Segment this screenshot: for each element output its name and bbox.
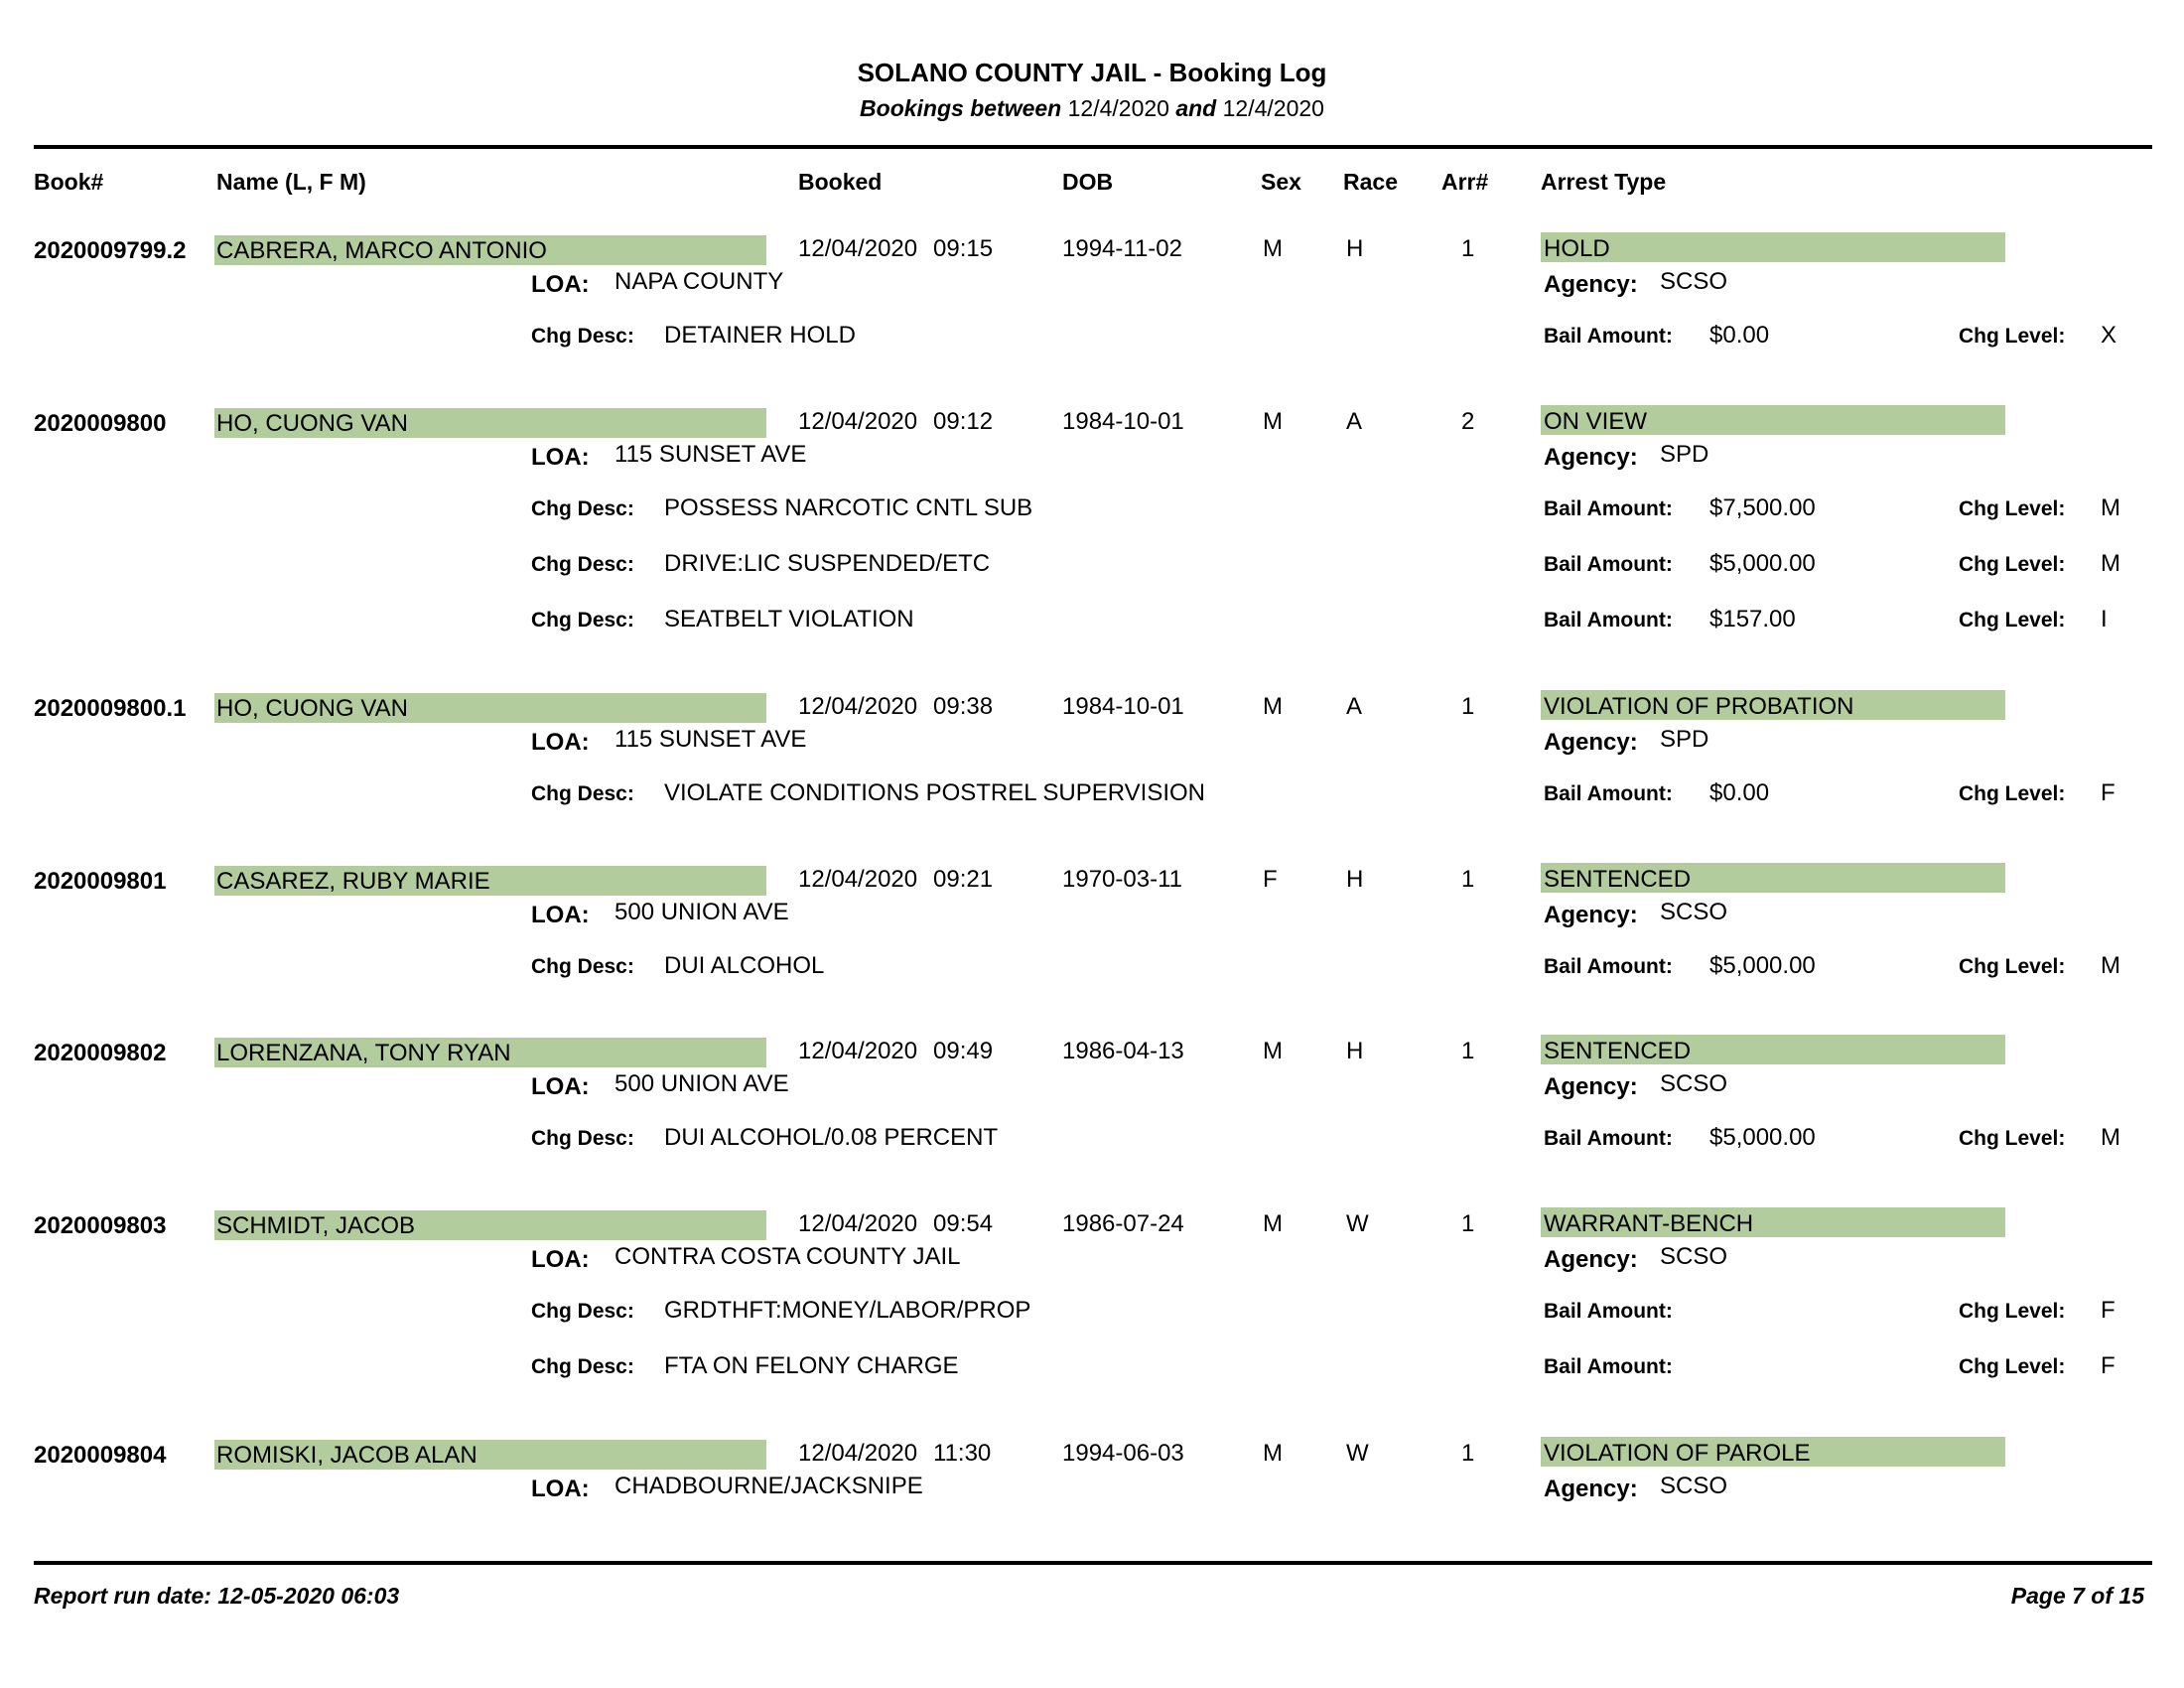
arrest-type: VIOLATION OF PROBATION: [1544, 693, 1854, 720]
charge-level: M: [2101, 550, 2120, 577]
charge-level: F: [2101, 1297, 2116, 1324]
charge-desc: DUI ALCOHOL/0.08 PERCENT: [664, 1124, 999, 1151]
bail-amount-label: Bail Amount:: [1544, 497, 1673, 520]
arrest-type: WARRANT-BENCH: [1544, 1210, 1754, 1237]
charge-desc: GRDTHFT:MONEY/LABOR/PROP: [664, 1297, 1031, 1324]
book-number: 2020009803: [34, 1212, 167, 1239]
booked-date: 12/04/2020: [798, 235, 918, 262]
race: W: [1346, 1210, 1369, 1237]
inmate-name: LORENZANA, TONY RYAN: [216, 1040, 511, 1066]
footer-divider: [34, 1561, 2152, 1565]
sex: M: [1263, 235, 1283, 262]
agency-value: SCSO: [1660, 1243, 1728, 1270]
agency-label: Agency:: [1544, 729, 1638, 756]
inmate-name: HO, CUONG VAN: [216, 410, 408, 437]
charge-level: M: [2101, 952, 2120, 979]
column-header-dob: DOB: [1062, 169, 1114, 195]
loa-label: LOA:: [531, 729, 590, 756]
charge-desc-label: Chg Desc:: [531, 955, 634, 978]
charge-desc-label: Chg Desc:: [531, 782, 634, 805]
bail-amount: $0.00: [1709, 779, 1770, 806]
inmate-name: ROMISKI, JACOB ALAN: [216, 1442, 478, 1469]
column-header-book: Book#: [34, 169, 104, 195]
date-to: 12/4/2020: [1222, 95, 1324, 121]
charge-level-label: Chg Level:: [1959, 325, 2066, 348]
charge-desc-label: Chg Desc:: [531, 609, 634, 632]
booked-time: 09:49: [933, 1038, 994, 1064]
column-header-arr: Arr#: [1441, 169, 1489, 195]
loa-label: LOA:: [531, 1476, 590, 1502]
charge-level-label: Chg Level:: [1959, 497, 2066, 520]
bail-amount-label: Bail Amount:: [1544, 1355, 1673, 1378]
loa-value: 500 UNION AVE: [614, 1070, 789, 1097]
booked-date: 12/04/2020: [798, 693, 918, 720]
arrest-type: VIOLATION OF PAROLE: [1544, 1440, 1811, 1467]
arrest-type: ON VIEW: [1544, 408, 1648, 435]
arrest-count: 1: [1461, 693, 1475, 720]
loa-label: LOA:: [531, 1073, 590, 1100]
charge-level-label: Chg Level:: [1959, 1127, 2066, 1150]
agency-value: SCSO: [1660, 1070, 1728, 1097]
book-number: 2020009802: [34, 1040, 167, 1066]
charge-desc: DUI ALCOHOL: [664, 952, 825, 979]
bail-amount: $0.00: [1709, 322, 1770, 349]
agency-label: Agency:: [1544, 1073, 1638, 1100]
bail-amount-label: Bail Amount:: [1544, 325, 1673, 348]
agency-label: Agency:: [1544, 1476, 1638, 1502]
subtitle-prefix: Bookings between: [860, 95, 1062, 121]
inmate-name: CASAREZ, RUBY MARIE: [216, 868, 490, 895]
charge-desc: DETAINER HOLD: [664, 322, 856, 349]
charge-level: I: [2101, 606, 2108, 633]
charge-desc-label: Chg Desc:: [531, 497, 634, 520]
charge-desc-label: Chg Desc:: [531, 1355, 634, 1378]
booked-time: 09:21: [933, 866, 994, 893]
agency-label: Agency:: [1544, 444, 1638, 471]
date-from: 12/4/2020: [1067, 95, 1169, 121]
bail-amount: $157.00: [1709, 606, 1796, 633]
inmate-name: SCHMIDT, JACOB: [216, 1212, 416, 1239]
agency-label: Agency:: [1544, 271, 1638, 298]
header-divider: [34, 145, 2152, 149]
arrest-count: 1: [1461, 1440, 1475, 1467]
loa-label: LOA:: [531, 1246, 590, 1273]
dob: 1970-03-11: [1062, 866, 1182, 893]
charge-level-label: Chg Level:: [1959, 553, 2066, 576]
subtitle-and: and: [1175, 95, 1217, 121]
charge-level-label: Chg Level:: [1959, 1300, 2066, 1323]
arrest-type: SENTENCED: [1544, 1038, 1692, 1064]
sex: F: [1263, 866, 1278, 893]
charge-level: F: [2101, 1352, 2116, 1379]
loa-value: CHADBOURNE/JACKSNIPE: [614, 1473, 923, 1499]
charge-level-label: Chg Level:: [1959, 609, 2066, 632]
inmate-name: HO, CUONG VAN: [216, 695, 408, 722]
booked-time: 09:12: [933, 408, 994, 435]
arrest-type-highlight: [1541, 232, 2005, 262]
bail-amount-label: Bail Amount:: [1544, 782, 1673, 805]
loa-label: LOA:: [531, 444, 590, 471]
charge-desc-label: Chg Desc:: [531, 553, 634, 576]
loa-value: 115 SUNSET AVE: [614, 726, 807, 753]
charge-desc: VIOLATE CONDITIONS POSTREL SUPERVISION: [664, 779, 1206, 806]
race: H: [1346, 1038, 1364, 1064]
charge-level: M: [2101, 1124, 2120, 1151]
sex: M: [1263, 1210, 1283, 1237]
book-number: 2020009804: [34, 1442, 167, 1469]
dob: 1986-04-13: [1062, 1038, 1184, 1064]
arrest-type: HOLD: [1544, 235, 1610, 262]
inmate-name: CABRERA, MARCO ANTONIO: [216, 237, 547, 264]
charge-desc-label: Chg Desc:: [531, 1300, 634, 1323]
race: W: [1346, 1440, 1369, 1467]
agency-label: Agency:: [1544, 902, 1638, 928]
loa-value: NAPA COUNTY: [614, 268, 784, 295]
charge-desc-label: Chg Desc:: [531, 325, 634, 348]
dob: 1986-07-24: [1062, 1210, 1184, 1237]
charge-level-label: Chg Level:: [1959, 782, 2066, 805]
column-header-sex: Sex: [1261, 169, 1301, 195]
report-title: SOLANO COUNTY JAIL - Booking Log: [857, 58, 1327, 87]
bail-amount-label: Bail Amount:: [1544, 553, 1673, 576]
bail-amount: $5,000.00: [1709, 550, 1816, 577]
booked-date: 12/04/2020: [798, 1210, 918, 1237]
charge-level: F: [2101, 779, 2116, 806]
book-number: 2020009801: [34, 868, 167, 895]
booked-date: 12/04/2020: [798, 1038, 918, 1064]
charge-desc: POSSESS NARCOTIC CNTL SUB: [664, 494, 1033, 521]
loa-value: CONTRA COSTA COUNTY JAIL: [614, 1243, 961, 1270]
bail-amount-label: Bail Amount:: [1544, 955, 1673, 978]
column-header-arrest-type: Arrest Type: [1541, 169, 1667, 195]
page-number: Page 7 of 15: [2010, 1583, 2144, 1609]
race: A: [1346, 408, 1363, 435]
charge-level-label: Chg Level:: [1959, 955, 2066, 978]
booked-date: 12/04/2020: [798, 408, 918, 435]
book-number: 2020009799.2: [34, 237, 187, 264]
race: H: [1346, 235, 1364, 262]
charge-level: M: [2101, 494, 2120, 521]
agency-value: SCSO: [1660, 268, 1728, 295]
arrest-count: 1: [1461, 1210, 1475, 1237]
agency-label: Agency:: [1544, 1246, 1638, 1273]
booked-time: 09:54: [933, 1210, 994, 1237]
booked-time: 09:38: [933, 693, 994, 720]
column-header-booked: Booked: [798, 169, 883, 195]
loa-label: LOA:: [531, 271, 590, 298]
loa-label: LOA:: [531, 902, 590, 928]
bail-amount: $5,000.00: [1709, 952, 1816, 979]
sex: M: [1263, 408, 1283, 435]
column-header-race: Race: [1343, 169, 1398, 195]
arrest-count: 1: [1461, 1038, 1475, 1064]
loa-value: 500 UNION AVE: [614, 899, 789, 925]
dob: 1994-06-03: [1062, 1440, 1184, 1467]
sex: M: [1263, 1440, 1283, 1467]
agency-value: SCSO: [1660, 899, 1728, 925]
booked-date: 12/04/2020: [798, 866, 918, 893]
bail-amount-label: Bail Amount:: [1544, 1300, 1673, 1323]
booked-time: 09:15: [933, 235, 994, 262]
agency-value: SPD: [1660, 726, 1709, 753]
arrest-type: SENTENCED: [1544, 866, 1692, 893]
bail-amount-label: Bail Amount:: [1544, 1127, 1673, 1150]
agency-value: SCSO: [1660, 1473, 1728, 1499]
book-number: 2020009800: [34, 410, 167, 437]
booked-time: 11:30: [933, 1440, 992, 1467]
sex: M: [1263, 693, 1283, 720]
charge-desc: DRIVE:LIC SUSPENDED/ETC: [664, 550, 991, 577]
column-header-name: Name (L, F M): [216, 169, 366, 195]
dob: 1994-11-02: [1062, 235, 1182, 262]
booked-date: 12/04/2020: [798, 1440, 918, 1467]
sex: M: [1263, 1038, 1283, 1064]
charge-level-label: Chg Level:: [1959, 1355, 2066, 1378]
bail-amount-label: Bail Amount:: [1544, 609, 1673, 632]
charge-desc: FTA ON FELONY CHARGE: [664, 1352, 959, 1379]
report-subtitle: [0, 95, 2184, 122]
dob: 1984-10-01: [1062, 408, 1184, 435]
dob: 1984-10-01: [1062, 693, 1184, 720]
bail-amount: $5,000.00: [1709, 1124, 1816, 1151]
book-number: 2020009800.1: [34, 695, 187, 722]
arrest-count: 2: [1461, 408, 1475, 435]
arrest-count: 1: [1461, 866, 1475, 893]
charge-level: X: [2101, 322, 2117, 349]
race: A: [1346, 693, 1363, 720]
bail-amount: $7,500.00: [1709, 494, 1816, 521]
charge-desc: SEATBELT VIOLATION: [664, 606, 914, 633]
arrest-count: 1: [1461, 235, 1475, 262]
race: H: [1346, 866, 1364, 893]
charge-desc-label: Chg Desc:: [531, 1127, 634, 1150]
loa-value: 115 SUNSET AVE: [614, 441, 807, 468]
agency-value: SPD: [1660, 441, 1709, 468]
report-run-date: Report run date: 12-05-2020 06:03: [34, 1583, 400, 1609]
